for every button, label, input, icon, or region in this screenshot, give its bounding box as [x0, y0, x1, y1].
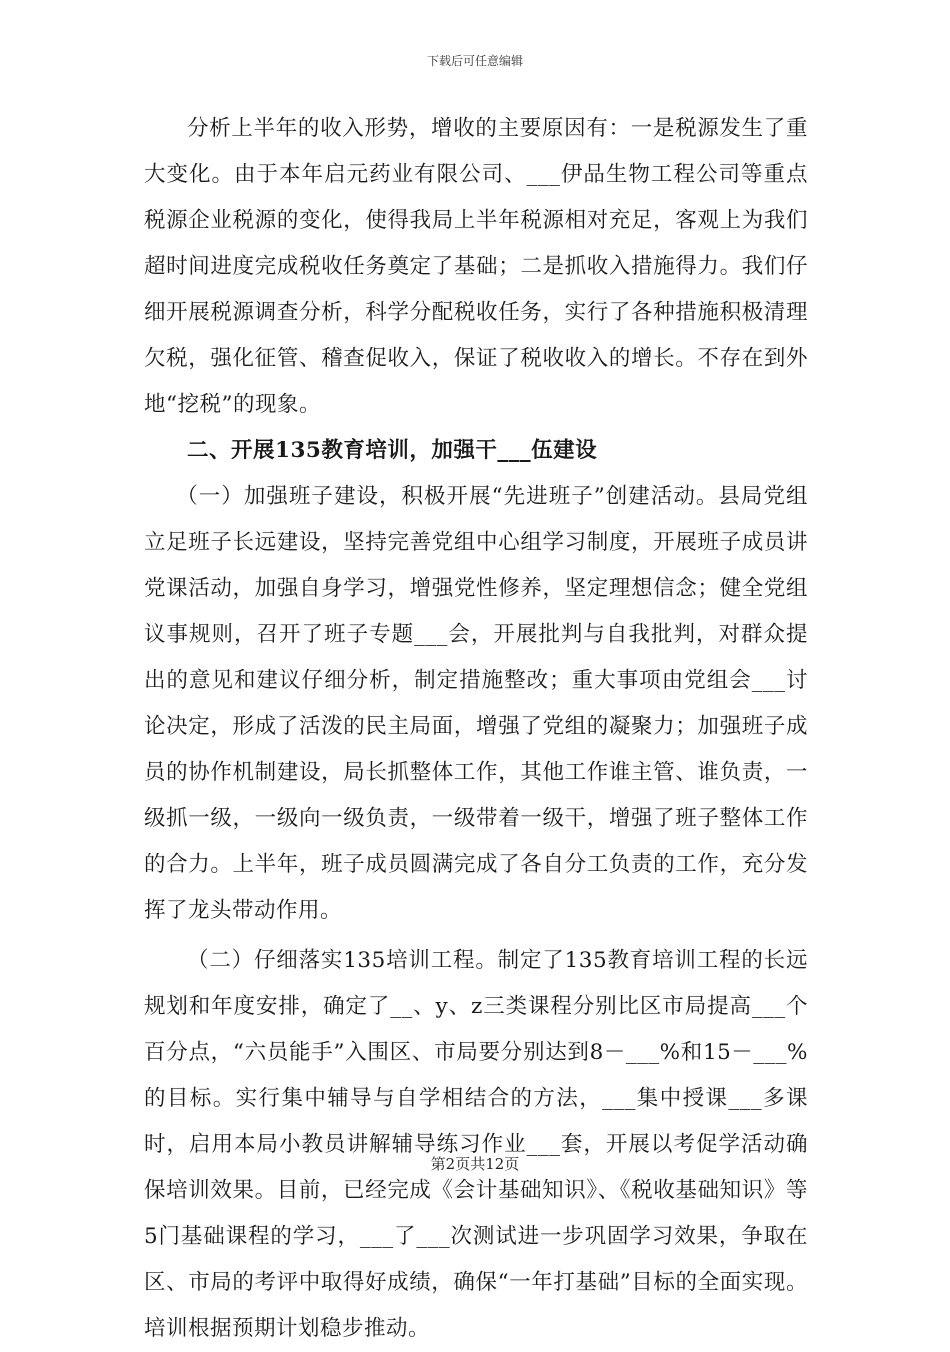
paragraph-training-program: （二）仔细落实135培训工程。制定了135教育培训工程的长远规划和年度安排，确定了__、y、z三类课程分别比区市局提高___个百分点，“六员能手”入围区、市局要分别达到8－___%和15－___%的目标。实行集中辅导与自学相结合的方法，___集中授课___多课时，启用本局小教员讲解辅导练习作业___套，开展以考促学活动确保培训效果。目前，已经完成《会计基础知识》、《税收基础知识》等5门基础课程的学习，___了___次测试进一步巩固学习效果，争取在区、市局的考评中取得好成绩，确保“一年打基础”目标的全面实现。培训根据预期计划稳步推动。 [144, 948, 808, 1341]
page-header: 下载后可任意编辑 [426, 54, 523, 68]
section-heading: 二、开展135教育培训，加强干___伍建设 [187, 438, 598, 463]
paragraph-team-building: （一）加强班子建设，积极开展“先进班子”创建活动。县局党组立足班子长远建设，坚持完善党组中心组学习制度，开展班子成员讲党课活动，加强自身学习，增强党性修养，坚定理想信念；健全党组议事规则，召开了班子专题___会，开展批判与自我批判，对群众提出的意见和建议仔细分析，制定措施整改；重大事项由党组会___讨论决定，形成了活泼的民主局面，增强了党组的凝聚力；加强班子成员的协作机制建设，局长抓整体工作，其他工作谁主管、谁负责，一级抓一级，一级向一级负责，一级带着一级干，增强了班子整体工作的合力。上半年，班子成员圆满完成了各自分工负责的工作，充分发挥了龙头带动作用。 [144, 484, 808, 923]
paragraph-revenue-analysis: 分析上半年的收入形势，增收的主要原因有：一是税源发生了重大变化。由于本年启元药业有限公司、___伊品生物工程公司等重点税源企业税源的变化，使得我局上半年税源相对充足，客观上为我们超时间进度完成税收任务奠定了基础；二是抓收入措施得力。我们仔细开展税源调查分析，科学分配税收任务，实行了各种措施积极清理欠税，强化征管、稽查促收入，保证了税收收入的增长。不存在到外地“挖税”的现象。 [144, 116, 808, 417]
page-number: 第2页共12页 [430, 1155, 520, 1173]
